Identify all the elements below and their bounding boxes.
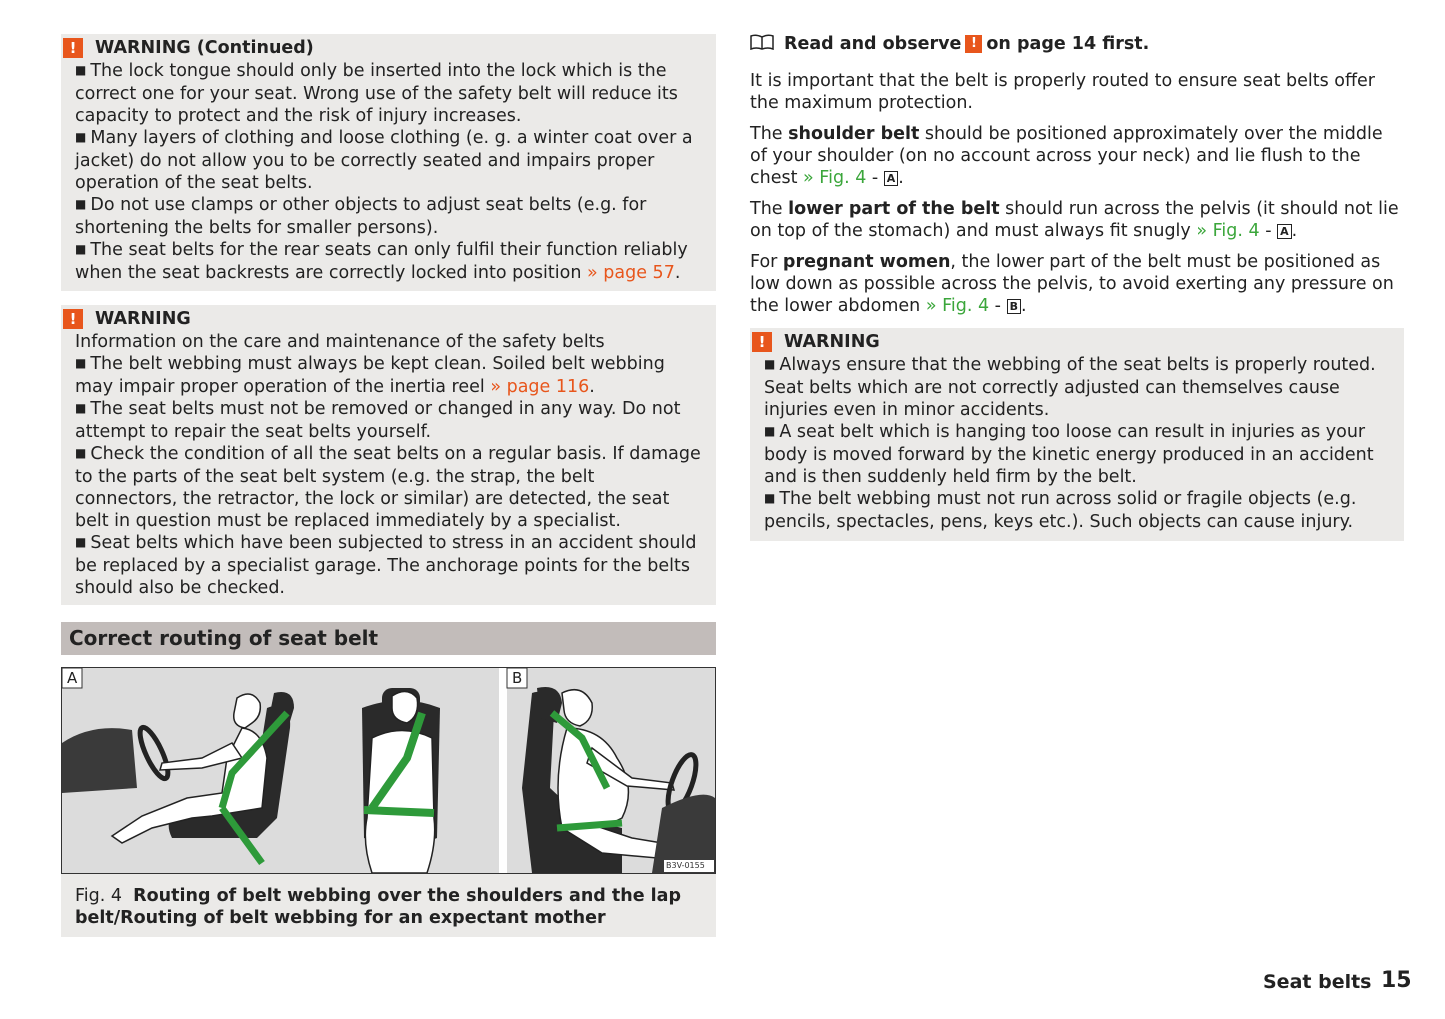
warning-continued-title: WARNING (Continued) bbox=[95, 38, 314, 58]
book-icon bbox=[750, 34, 774, 55]
warning-item: ■ Many layers of clothing and loose clothing (e. g. a winter coat over a jacket) do not allow you to be correctly seated and impairs proper operation of the seat belts. bbox=[75, 128, 693, 193]
warning-routing-title: WARNING bbox=[784, 332, 880, 352]
fig-ref-a: A bbox=[1277, 224, 1292, 239]
figure-illustration bbox=[62, 668, 715, 873]
warning-continued-text bbox=[75, 60, 702, 284]
bullet-icon: ■ bbox=[75, 63, 87, 77]
warning-item: ■ The belt webbing must not run across solid or fragile objects (e.g. pencils, spectacles, pens, keys etc.). Such objects can cause injury. bbox=[764, 489, 1357, 532]
fig4-link[interactable]: » Fig. 4 bbox=[1196, 221, 1260, 241]
warning-routing-text bbox=[764, 354, 1390, 533]
section-title: Correct routing of seat belt bbox=[61, 622, 716, 655]
warning-item: ■ Always ensure that the webbing of the seat belts is properly routed. Seat belts which are not correctly adjusted can themselves cause injuries even in minor accidents. bbox=[764, 355, 1376, 420]
bullet-icon: ■ bbox=[75, 197, 87, 211]
bullet-icon: ■ bbox=[75, 535, 87, 549]
page-116-link[interactable]: » page 116 bbox=[490, 377, 590, 397]
warning-icon: ! bbox=[752, 332, 772, 352]
bullet-icon: ■ bbox=[75, 401, 87, 415]
paragraph-shoulder-belt: The shoulder belt should be positioned approximately over the middle of your shoulder (on no account across your neck) and lie flush to the chest » Fig. 4 - A . bbox=[750, 124, 1383, 188]
warning-item: ■ The seat belts for the rear seats can only fulfil their function reliably when the seat backrests are correctly locked into position » page 57. bbox=[75, 240, 688, 283]
seat-belt-figure bbox=[61, 667, 716, 874]
bullet-icon: ■ bbox=[75, 356, 87, 370]
bullet-icon: ■ bbox=[764, 424, 776, 438]
warning-routing-header bbox=[752, 330, 1390, 354]
page-number: 15 bbox=[1381, 968, 1412, 993]
figure-label-a: A bbox=[67, 669, 78, 687]
read-observe-prefix: Read and observe bbox=[784, 34, 962, 54]
warning-continued-box bbox=[61, 34, 716, 291]
read-observe-line bbox=[750, 32, 1404, 56]
warning-care-title: WARNING bbox=[95, 309, 191, 329]
inline-warning-icon: ! bbox=[965, 35, 982, 53]
warning-icon: ! bbox=[63, 38, 83, 58]
bullet-icon: ■ bbox=[75, 130, 87, 144]
figure-caption-text: Routing of belt webbing over the shoulders and the lap belt/Routing of belt webbing for an expectant mother bbox=[75, 886, 682, 928]
bullet-icon: ■ bbox=[764, 491, 776, 505]
fig-ref-b: B bbox=[1007, 299, 1021, 314]
warning-item: ■ Seat belts which have been subjected to stress in an accident should be replaced by a specialist garage. The anchorage points for the belts should also be checked. bbox=[75, 533, 697, 598]
figure-caption-number: Fig. 4 bbox=[75, 886, 123, 906]
warning-item: ■ The seat belts must not be removed or changed in any way. Do not attempt to repair the seat belts yourself. bbox=[75, 399, 681, 442]
footer-section-title: Seat belts bbox=[1263, 971, 1372, 993]
fig4-link[interactable]: » Fig. 4 bbox=[925, 296, 990, 316]
page-57-link[interactable]: » page 57 bbox=[587, 263, 675, 283]
warning-intro: Information on the care and maintenance of the safety belts bbox=[75, 332, 605, 352]
fig4-link[interactable]: » Fig. 4 bbox=[803, 168, 867, 188]
warning-routing-box bbox=[750, 328, 1404, 541]
warning-item: ■ The lock tongue should only be inserted into the lock which is the correct one for your seat. Wrong use of the safety belt will reduce its capacity to protect and the risk of injury increases. bbox=[75, 61, 678, 126]
right-column bbox=[750, 32, 1404, 541]
warning-item: ■ A seat belt which is hanging too loose can result in injuries as your body is moved forward by the kinetic energy produced in an accident and is then suddenly held firm by the belt. bbox=[764, 422, 1374, 487]
figure-code: B3V-0155 bbox=[666, 861, 705, 870]
bullet-icon: ■ bbox=[764, 357, 776, 371]
fig-ref-a: A bbox=[884, 171, 899, 186]
bullet-icon: ■ bbox=[75, 446, 87, 460]
bullet-icon: ■ bbox=[75, 242, 87, 256]
warning-item: ■ Do not use clamps or other objects to adjust seat belts (e.g. for shortening the belts for smaller persons). bbox=[75, 195, 647, 238]
warning-icon: ! bbox=[63, 309, 83, 329]
warning-care-text bbox=[75, 331, 702, 599]
paragraph-pregnant: For pregnant women, the lower part of the belt must be positioned as low down as possible across the pelvis, to avoid exerting any pressure on the lower abdomen » Fig. 4 - B . bbox=[750, 252, 1394, 316]
paragraph-lap-belt: The lower part of the belt should run across the pelvis (it should not lie on top of the stomach) and must always fit snugly » Fig. 4 - A . bbox=[750, 199, 1399, 241]
read-observe-suffix: on page 14 first. bbox=[986, 34, 1150, 54]
warning-care-header bbox=[63, 307, 702, 331]
warning-care-box bbox=[61, 305, 716, 605]
front-view-illustration bbox=[362, 688, 440, 873]
warning-item: ■ The belt webbing must always be kept clean. Soiled belt webbing may impair proper operation of the inertia reel » page 116. bbox=[75, 354, 665, 397]
warning-item: ■ Check the condition of all the seat belts on a regular basis. If damage to the parts of the seat belt system (e.g. the strap, the belt connectors, the retractor, the lock or similar) are detected, the seat belt in question must be replaced immediately by a specialist. bbox=[75, 444, 701, 531]
figure-caption bbox=[61, 874, 716, 937]
figure-label-b: B bbox=[512, 669, 523, 687]
warning-continued-header bbox=[63, 36, 702, 60]
paragraph-importance: It is important that the belt is properly routed to ensure seat belts offer the maximum protection. bbox=[750, 71, 1375, 113]
left-column bbox=[61, 34, 716, 937]
panel-divider bbox=[499, 668, 507, 873]
